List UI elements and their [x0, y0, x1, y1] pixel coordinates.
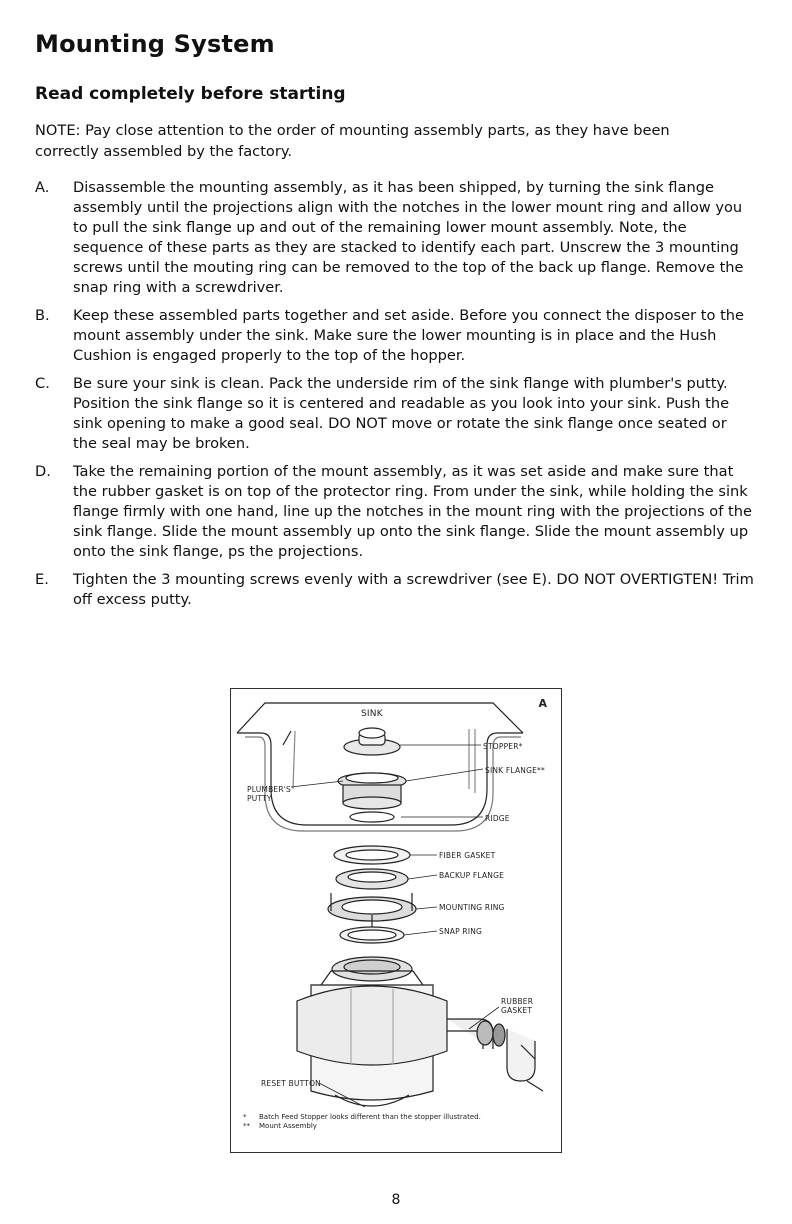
- step-text: Tighten the 3 mounting screws evenly with a screwdriver (see E). DO NOT OVERTIGTEN! Trim off excess putty.: [73, 571, 754, 608]
- steps-list: [35, 178, 755, 618]
- step-letter: C.: [35, 375, 50, 392]
- footnote: [243, 1113, 481, 1122]
- note-paragraph: NOTE: Pay close attention to the order of mounting assembly parts, as they have been correctly assembled by the factory.: [35, 122, 670, 160]
- step-item: [35, 178, 755, 298]
- step-letter: E.: [35, 571, 49, 588]
- step-item: [35, 374, 755, 454]
- footnote-text: Batch Feed Stopper looks different than the stopper illustrated.: [259, 1113, 481, 1121]
- step-text: Keep these assembled parts together and set aside. Before you connect the disposer to the mount assembly under the sink. Make sure the lower mounting is in place and the Hush Cushion is engaged properly to the top of the hopper.: [73, 307, 745, 364]
- page-number: 8: [391, 1192, 401, 1208]
- step-item: [35, 462, 755, 562]
- footnote: [243, 1122, 481, 1131]
- fiber-gasket-label: FIBER GASKET: [439, 851, 496, 860]
- footnote-mark: *: [243, 1113, 247, 1121]
- ridge-label: RIDGE: [485, 814, 510, 823]
- step-text: Be sure your sink is clean. Pack the underside rim of the sink flange with plumber's putty. Position the sink flange so it is centered and readable as you look into your sink. Push the sink opening to make a good seal. DO NOT move or rotate the sink flange once seated or the seal may be broken.: [73, 375, 730, 452]
- page-title: Mounting System: [35, 30, 275, 58]
- step-letter: A.: [35, 179, 50, 196]
- figure-footnotes: [243, 1113, 481, 1131]
- step-item: [35, 570, 755, 610]
- snap-ring-label: SNAP RING: [439, 927, 483, 936]
- mounting-ring-label: MOUNTING RING: [439, 903, 505, 912]
- plumbers-putty-label-1: PLUMBER'S: [247, 785, 292, 794]
- sink-label: SINK: [361, 709, 383, 719]
- rubber-gasket-label-1: RUBBER: [501, 997, 534, 1006]
- section-subtitle: Read completely before starting: [35, 84, 346, 104]
- step-letter: D.: [35, 463, 51, 480]
- rubber-gasket-label-2: GASKET: [501, 1006, 533, 1015]
- step-item: [35, 306, 755, 366]
- footnote-text: Mount Assembly: [259, 1122, 317, 1130]
- step-text: Disassemble the mounting assembly, as it has been shipped, by turning the sink flange assembly until the projections align with the notches in the lower mount ring and allow you to pull the sink flange up and out of the remaining lower mount assembly. Note, the sequence of these parts as they are stacked to identify each part. Unscrew the 3 mounting screws until the mouting ring can be removed to the top of the back up flange. Remove the snap ring with a screwdriver.: [73, 179, 744, 296]
- step-text: Take the remaining portion of the mount assembly, as it was set aside and make sure that the rubber gasket is on top of the protector ring. From under the sink, while holding the sink flange firmly with one hand, line up the notches in the mount ring with the projections of the sink flange. Slide the mount assembly up onto the sink flange. Slide the mount assembly up onto the sink flange, ps the projections.: [73, 463, 752, 560]
- plumbers-putty-label-2: PUTTY: [247, 794, 272, 803]
- mounting-diagram: [230, 688, 562, 1153]
- step-letter: B.: [35, 307, 50, 324]
- figure-letter: A: [538, 697, 547, 710]
- reset-button-label: RESET BUTTON: [261, 1079, 321, 1088]
- footnote-mark: **: [243, 1122, 250, 1130]
- sink-flange-label: SINK FLANGE**: [485, 766, 545, 775]
- stopper-label: STOPPER*: [483, 742, 523, 751]
- backup-flange-label: BACKUP FLANGE: [439, 871, 505, 880]
